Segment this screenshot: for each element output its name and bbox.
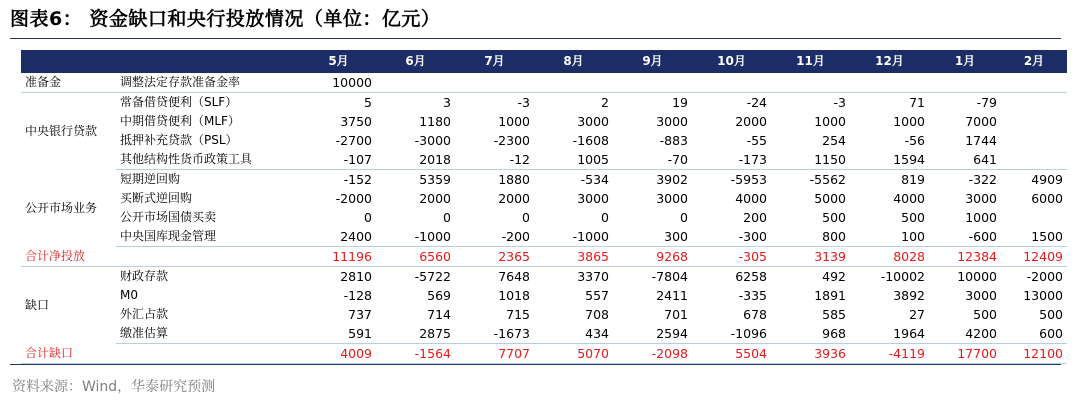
table-row xyxy=(21,189,1067,208)
value-cell: 1000 xyxy=(498,114,530,129)
value-cell: 2810 xyxy=(340,269,372,284)
value-cell: 2411 xyxy=(656,288,688,303)
total-value-cell: -4119 xyxy=(850,344,929,364)
value-cell: 819 xyxy=(901,172,925,187)
value-cell: 0 xyxy=(443,210,451,225)
table-row xyxy=(21,93,1067,113)
value-cell: 1005 xyxy=(534,150,613,170)
total-value-cell: 3936 xyxy=(771,344,850,364)
total-value-cell: 5504 xyxy=(692,344,771,364)
value-cell: 1500 xyxy=(1001,227,1067,247)
value-cell: 701 xyxy=(664,307,688,322)
item-label: 常备借贷便利（SLF） xyxy=(120,95,238,109)
table-row xyxy=(21,227,1067,247)
total-value-cell: 9268 xyxy=(613,247,692,267)
value-cell: -128 xyxy=(343,288,372,303)
total-value-cell: 6560 xyxy=(376,247,455,267)
value-cell: 0 xyxy=(364,210,372,225)
value-cell: 200 xyxy=(743,210,767,225)
month-header: 10月 xyxy=(692,50,771,73)
table-row xyxy=(21,286,1067,305)
total-row xyxy=(21,247,1067,267)
total-value-cell: 12384 xyxy=(929,247,1001,267)
category-label: 公开市场业务 xyxy=(25,200,98,215)
item-label: 中央国库现金管理 xyxy=(116,227,301,247)
value-cell: -5722 xyxy=(414,269,451,284)
total-value-cell: 11196 xyxy=(301,247,376,267)
total-value-cell: -2098 xyxy=(613,344,692,364)
table-row xyxy=(21,112,1067,131)
value-cell: 1594 xyxy=(850,150,929,170)
category-label: 缺口 xyxy=(25,297,50,312)
value-cell: -1673 xyxy=(455,324,534,344)
value-cell: -56 xyxy=(904,133,925,148)
value-cell: -3 xyxy=(833,95,846,110)
value-cell: 1000 xyxy=(965,210,997,225)
value-cell: -7804 xyxy=(651,269,688,284)
value-cell xyxy=(1001,73,1067,93)
value-cell: 3000 xyxy=(656,191,688,206)
value-cell xyxy=(692,73,771,93)
value-cell: -12 xyxy=(455,150,534,170)
item-label: 外汇占款 xyxy=(120,307,169,321)
bottom-rule xyxy=(10,364,1061,365)
value-cell: 492 xyxy=(822,269,846,284)
header-row xyxy=(21,50,1067,73)
value-cell xyxy=(850,73,929,93)
value-cell: -79 xyxy=(976,95,997,110)
month-header: 7月 xyxy=(455,50,534,73)
value-cell: 500 xyxy=(973,307,997,322)
value-cell: -1096 xyxy=(692,324,771,344)
value-cell: 0 xyxy=(680,210,688,225)
value-cell: 1150 xyxy=(771,150,850,170)
value-cell: -5953 xyxy=(730,172,767,187)
value-cell: 3000 xyxy=(577,114,609,129)
value-cell: 1891 xyxy=(814,288,846,303)
value-cell xyxy=(1001,131,1067,150)
value-cell: 5000 xyxy=(814,191,846,206)
value-cell: 4000 xyxy=(735,191,767,206)
total-value-cell: 12100 xyxy=(1001,344,1067,364)
item-label: 财政存款 xyxy=(120,269,169,283)
value-cell: -2300 xyxy=(493,133,530,148)
total-value-cell: 12409 xyxy=(1001,247,1067,267)
total-value-cell: 2365 xyxy=(455,247,534,267)
month-header: 6月 xyxy=(376,50,455,73)
table-row xyxy=(21,267,1067,287)
value-cell: 1180 xyxy=(419,114,451,129)
month-header: 9月 xyxy=(613,50,692,73)
value-cell: 500 xyxy=(1039,307,1063,322)
value-cell: 1880 xyxy=(498,172,530,187)
value-cell: 800 xyxy=(771,227,850,247)
total-value-cell: 4009 xyxy=(301,344,376,364)
value-cell: -1000 xyxy=(376,227,455,247)
value-cell: 6000 xyxy=(1031,191,1063,206)
item-label: 公开市场国债买卖 xyxy=(120,210,217,224)
item-label: 缴准估算 xyxy=(116,324,301,344)
value-cell: 3 xyxy=(443,95,451,110)
item-label: 短期逆回购 xyxy=(120,172,181,186)
value-cell: -322 xyxy=(968,172,997,187)
value-cell: -2000 xyxy=(335,191,372,206)
value-cell: 708 xyxy=(585,307,609,322)
value-cell: 600 xyxy=(1001,324,1067,344)
value-cell: 500 xyxy=(822,210,846,225)
value-cell: -5562 xyxy=(809,172,846,187)
value-cell: 2594 xyxy=(613,324,692,344)
value-cell: 569 xyxy=(427,288,451,303)
table-row xyxy=(21,208,1067,227)
table-row xyxy=(21,131,1067,150)
value-cell: -600 xyxy=(929,227,1001,247)
value-cell: -534 xyxy=(580,172,609,187)
value-cell: -335 xyxy=(738,288,767,303)
header-blank xyxy=(116,50,301,73)
total-value-cell: 5070 xyxy=(534,344,613,364)
total-label: 合计缺口 xyxy=(21,344,301,364)
header-blank xyxy=(21,50,116,73)
value-cell: -2700 xyxy=(335,133,372,148)
value-cell: 3000 xyxy=(577,191,609,206)
value-cell: 5 xyxy=(364,95,372,110)
value-cell: 2000 xyxy=(498,191,530,206)
table-row xyxy=(21,324,1067,344)
value-cell: 3000 xyxy=(965,288,997,303)
value-cell: 585 xyxy=(822,307,846,322)
total-value-cell: 3139 xyxy=(771,247,850,267)
value-cell: 500 xyxy=(901,210,925,225)
value-cell: 1744 xyxy=(965,133,997,148)
value-cell: 2000 xyxy=(419,191,451,206)
item-label: 调整法定存款准备金率 xyxy=(116,73,301,93)
table-row xyxy=(21,150,1067,170)
value-cell: 7648 xyxy=(498,269,530,284)
table-row xyxy=(21,305,1067,324)
value-cell: 1964 xyxy=(850,324,929,344)
value-cell xyxy=(455,73,534,93)
value-cell: -883 xyxy=(659,133,688,148)
total-value-cell: 8028 xyxy=(850,247,929,267)
value-cell xyxy=(1001,150,1067,170)
month-header: 11月 xyxy=(771,50,850,73)
value-cell: 678 xyxy=(743,307,767,322)
value-cell: 434 xyxy=(534,324,613,344)
value-cell: -1608 xyxy=(572,133,609,148)
value-cell: -1000 xyxy=(534,227,613,247)
value-cell: 2400 xyxy=(301,227,376,247)
table-row xyxy=(21,73,1067,93)
value-cell: -300 xyxy=(692,227,771,247)
value-cell: -3 xyxy=(517,95,530,110)
month-header: 12月 xyxy=(850,50,929,73)
category-label: 准备金 xyxy=(21,73,116,93)
value-cell: 10000 xyxy=(301,73,376,93)
value-cell xyxy=(771,73,850,93)
category-label: 中央银行贷款 xyxy=(25,123,98,138)
value-cell: -200 xyxy=(455,227,534,247)
total-value-cell: 7707 xyxy=(455,344,534,364)
value-cell: 13000 xyxy=(1023,288,1063,303)
total-row xyxy=(21,344,1067,364)
total-value-cell: -305 xyxy=(692,247,771,267)
value-cell: -10002 xyxy=(880,269,925,284)
value-cell: 3000 xyxy=(965,191,997,206)
value-cell: 0 xyxy=(601,210,609,225)
value-cell: 3892 xyxy=(893,288,925,303)
funding-gap-table xyxy=(21,50,1067,364)
value-cell: -70 xyxy=(613,150,692,170)
value-cell: 3370 xyxy=(577,269,609,284)
item-label: 买断式逆回购 xyxy=(120,191,193,205)
value-cell: 715 xyxy=(506,307,530,322)
value-cell: -2000 xyxy=(1026,269,1063,284)
value-cell: 714 xyxy=(427,307,451,322)
value-cell: 2 xyxy=(601,95,609,110)
value-cell xyxy=(929,73,1001,93)
figure-title: 图表6： 资金缺口和央行投放情况（单位：亿元） xyxy=(10,8,441,30)
title-rule xyxy=(10,38,1061,39)
value-cell: -3000 xyxy=(414,133,451,148)
value-cell: 557 xyxy=(585,288,609,303)
value-cell xyxy=(1001,112,1067,131)
value-cell: 71 xyxy=(909,95,925,110)
value-cell: 2000 xyxy=(735,114,767,129)
value-cell: 19 xyxy=(672,95,688,110)
value-cell: 2018 xyxy=(376,150,455,170)
value-cell xyxy=(613,73,692,93)
value-cell: -107 xyxy=(301,150,376,170)
value-cell: 3902 xyxy=(656,172,688,187)
value-cell: 3750 xyxy=(340,114,372,129)
total-label: 合计净投放 xyxy=(21,247,301,267)
value-cell: 1018 xyxy=(498,288,530,303)
value-cell xyxy=(376,73,455,93)
value-cell: 968 xyxy=(771,324,850,344)
month-header: 1月 xyxy=(929,50,1001,73)
month-header: 8月 xyxy=(534,50,613,73)
value-cell: 300 xyxy=(613,227,692,247)
month-header: 5月 xyxy=(301,50,376,73)
value-cell: -173 xyxy=(692,150,771,170)
value-cell: -55 xyxy=(746,133,767,148)
item-label: 其他结构性货币政策工具 xyxy=(116,150,301,170)
value-cell xyxy=(534,73,613,93)
item-label: M0 xyxy=(120,288,138,302)
value-cell: 7000 xyxy=(965,114,997,129)
item-label: 中期借贷便利（MLF） xyxy=(120,114,240,128)
total-value-cell: 3865 xyxy=(534,247,613,267)
value-cell: 0 xyxy=(522,210,530,225)
source-note: 资料来源：Wind，华泰研究预测 xyxy=(12,379,216,395)
value-cell: 6258 xyxy=(735,269,767,284)
value-cell: -24 xyxy=(746,95,767,110)
value-cell xyxy=(1001,208,1067,227)
value-cell: 591 xyxy=(301,324,376,344)
value-cell: 2875 xyxy=(376,324,455,344)
table-row xyxy=(21,170,1067,190)
value-cell: 4200 xyxy=(929,324,1001,344)
value-cell: 27 xyxy=(909,307,925,322)
value-cell: 3000 xyxy=(656,114,688,129)
value-cell: 4909 xyxy=(1031,172,1063,187)
value-cell: 737 xyxy=(348,307,372,322)
value-cell: 641 xyxy=(929,150,1001,170)
value-cell: -152 xyxy=(343,172,372,187)
item-label: 抵押补充贷款（PSL） xyxy=(120,133,238,147)
month-header: 2月 xyxy=(1001,50,1067,73)
value-cell xyxy=(1001,93,1067,113)
value-cell: 10000 xyxy=(957,269,997,284)
total-value-cell: 17700 xyxy=(929,344,1001,364)
value-cell: 1000 xyxy=(893,114,925,129)
value-cell: 4000 xyxy=(893,191,925,206)
value-cell: 100 xyxy=(850,227,929,247)
value-cell: 5359 xyxy=(419,172,451,187)
value-cell: 1000 xyxy=(814,114,846,129)
total-value-cell: -1564 xyxy=(376,344,455,364)
value-cell: 254 xyxy=(822,133,846,148)
